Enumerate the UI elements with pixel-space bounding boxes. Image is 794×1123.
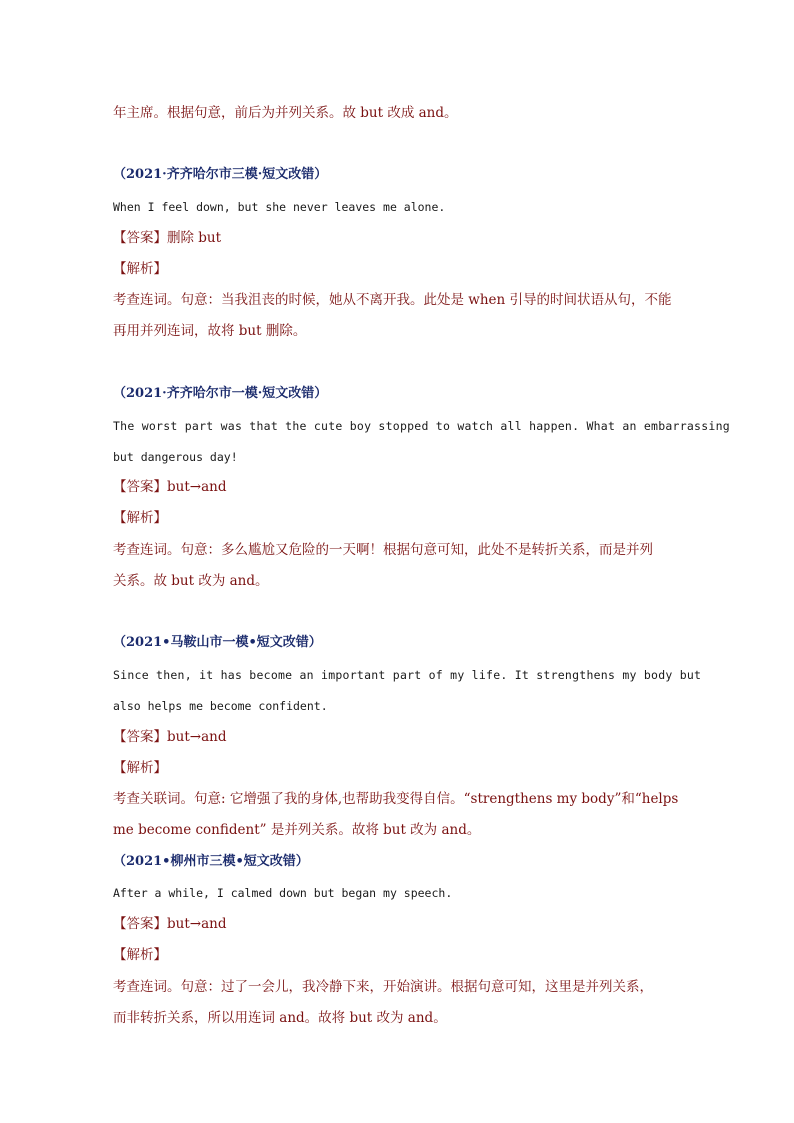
item-2-analysis-line-1: 考查连词。句意：多么尴尬又危险的一天啊！根据句意可知，此处不是转折关系，而是并列	[113, 542, 653, 558]
item-4-analysis-line-2: 而非转折关系，所以用连词 and。故将 but 改为 and。	[113, 1010, 447, 1026]
item-1-analysis-label: 【解析】	[113, 261, 167, 277]
item-1-sentence-line-1: When I feel down, but she never leaves me alone.	[113, 200, 446, 214]
item-4-sentence-line-1: After a while, I calmed down but began my speech.	[113, 886, 453, 900]
intro-text: 年主席。根据句意，前后为并列关系。故 but 改成 and。	[113, 105, 458, 121]
item-3-source: （2021•马鞍山市一模•短文改错）	[113, 635, 322, 650]
item-2-analysis-line-2: 关系。故 but 改为 and。	[113, 573, 269, 589]
item-3-analysis-line-2: me become confident” 是并列关系。故将 but 改为 and。	[113, 822, 481, 838]
item-2-analysis-label: 【解析】	[113, 510, 167, 526]
item-4-answer: 【答案】but→and	[113, 916, 227, 932]
item-2-answer: 【答案】but→and	[113, 479, 227, 495]
item-2-sentence-line-2: but dangerous day!	[113, 450, 238, 464]
item-3-analysis-label: 【解析】	[113, 760, 167, 776]
item-3-answer: 【答案】but→and	[113, 729, 227, 745]
item-3-sentence-line-2: also helps me become confident.	[113, 699, 328, 713]
item-1-analysis-line-1: 考查连词。句意：当我沮丧的时候，她从不离开我。此处是 when 引导的时间状语从句，不能	[113, 292, 672, 308]
item-3-sentence-line-1: Since then, it has become an important part of my life. It strengthens my body but	[113, 668, 702, 682]
item-4-analysis-label: 【解析】	[113, 947, 167, 963]
item-1-source: （2021·齐齐哈尔市三模·短文改错）	[113, 167, 328, 182]
item-1-answer: 【答案】删除 but	[113, 230, 222, 246]
item-2-source: （2021·齐齐哈尔市一模·短文改错）	[113, 386, 328, 401]
item-1-analysis-line-2: 再用并列连词，故将 but 删除。	[113, 323, 307, 339]
item-2-sentence-line-1: The worst part was that the cute boy stopped to watch all happen. What an embarrassing	[113, 419, 730, 433]
item-4-source: （2021•柳州市三模•短文改错）	[113, 854, 309, 869]
item-3-analysis-line-1: 考查关联词。句意: 它增强了我的身体,也帮助我变得自信。“strengthens my body”和“helps	[113, 791, 679, 807]
item-4-analysis-line-1: 考查连词。句意：过了一会儿，我冷静下来，开始演讲。根据句意可知，这里是并列关系，	[113, 979, 653, 995]
